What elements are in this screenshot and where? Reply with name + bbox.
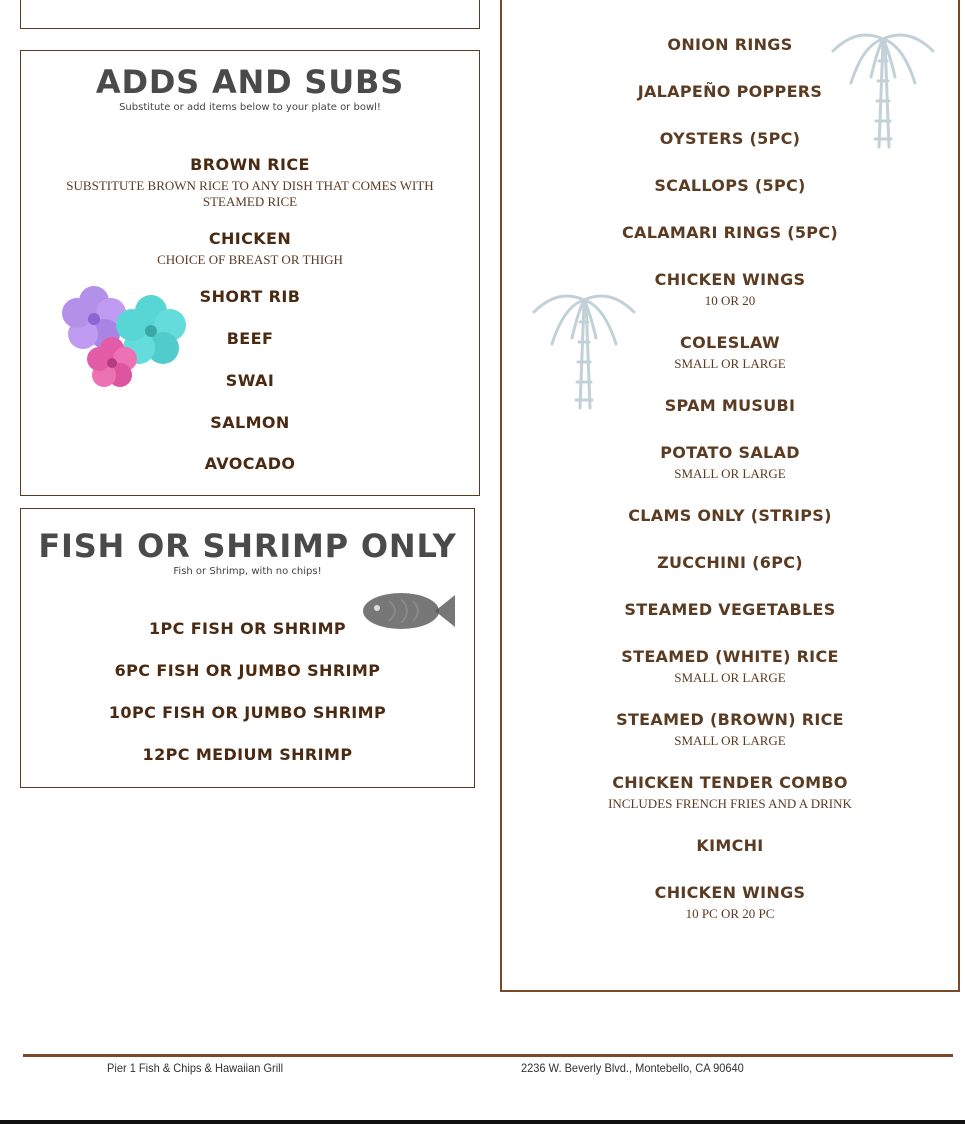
menu-item	[502, 553, 958, 572]
menu-item	[21, 229, 479, 268]
bottom-edge-bar	[0, 1120, 965, 1124]
menu-item	[502, 223, 958, 242]
menu-item	[21, 661, 474, 680]
item-name: SCALLOPS (5PC)	[654, 176, 806, 195]
menu-item	[21, 413, 479, 432]
item-name: ONION RINGS	[667, 35, 793, 54]
item-name: CHICKEN	[208, 229, 292, 248]
item-name: JALAPEÑO POPPERS	[637, 82, 823, 101]
menu-item	[502, 443, 958, 482]
menu-item	[502, 176, 958, 195]
menu-item	[502, 773, 958, 812]
adds-and-subs-section	[20, 50, 480, 496]
item-name: STEAMED VEGETABLES	[624, 600, 836, 619]
fish-shrimp-subtitle: Fish or Shrimp, with no chips!	[173, 566, 322, 577]
item-name: 6PC FISH OR JUMBO SHRIMP	[114, 661, 381, 680]
menu-item	[21, 454, 479, 473]
item-desc: INCLUDES FRENCH FRIES AND A DRINK	[608, 796, 852, 811]
menu-item	[21, 155, 479, 210]
adds-subs-subtitle: Substitute or add items below to your plate or bowl!	[119, 102, 381, 113]
item-name: KIMCHI	[696, 836, 764, 855]
item-desc: SMALL OR LARGE	[674, 466, 786, 481]
item-desc: SMALL OR LARGE	[674, 733, 786, 748]
item-desc: SMALL OR LARGE	[674, 356, 786, 371]
item-name: CLAMS ONLY (STRIPS)	[628, 506, 832, 525]
menu-item	[502, 883, 958, 922]
fish-icon	[361, 589, 457, 633]
footer-divider	[23, 1054, 953, 1057]
item-name: BROWN RICE	[190, 155, 310, 174]
item-name: COLESLAW	[680, 333, 780, 352]
item-name: SPAM MUSUBI	[664, 396, 796, 415]
item-name: CHICKEN WINGS	[654, 270, 806, 289]
hibiscus-flowers-icon	[56, 283, 186, 391]
adds-subs-title: ADDS AND SUBS	[95, 63, 405, 101]
item-name: ZUCCHINI (6PC)	[657, 553, 803, 572]
item-desc: 10 OR 20	[704, 293, 756, 308]
item-name: SALMON	[210, 413, 290, 432]
menu-item	[502, 600, 958, 619]
item-name: CHICKEN TENDER COMBO	[612, 773, 848, 792]
menu-item	[502, 710, 958, 749]
item-name: POTATO SALAD	[660, 443, 800, 462]
footer-address: 2236 W. Beverly Blvd., Montebello, CA 90640	[521, 1061, 744, 1075]
previous-section-box	[20, 0, 480, 29]
sides-section	[500, 0, 960, 992]
fish-or-shrimp-section	[20, 508, 475, 788]
menu-item	[502, 647, 958, 686]
item-name: 1PC FISH OR SHRIMP	[148, 619, 347, 638]
item-name: SWAI	[225, 371, 275, 390]
item-desc: SUBSTITUTE BROWN RICE TO ANY DISH THAT COMES WITH STEAMED RICE	[66, 178, 434, 209]
item-name: SHORT RIB	[199, 287, 301, 306]
palm-tree-icon	[827, 21, 939, 149]
item-name: AVOCADO	[204, 454, 296, 473]
item-name: STEAMED (BROWN) RICE	[616, 710, 844, 729]
item-desc: CHOICE OF BREAST OR THIGH	[157, 252, 343, 267]
menu-item	[21, 745, 474, 764]
item-name: BEEF	[226, 329, 274, 348]
item-name: STEAMED (WHITE) RICE	[621, 647, 839, 666]
item-name: 12PC MEDIUM SHRIMP	[142, 745, 353, 764]
menu-item	[502, 506, 958, 525]
item-name: CALAMARI RINGS (5PC)	[622, 223, 838, 242]
item-name: CHICKEN WINGS	[654, 883, 806, 902]
item-desc: SMALL OR LARGE	[674, 670, 786, 685]
item-name: OYSTERS (5PC)	[659, 129, 801, 148]
menu-item	[502, 836, 958, 855]
palm-tree-icon	[528, 282, 640, 410]
footer-business-name: Pier 1 Fish & Chips & Hawaiian Grill	[107, 1061, 284, 1075]
item-name: 10PC FISH OR JUMBO SHRIMP	[108, 703, 387, 722]
fish-shrimp-title: FISH OR SHRIMP ONLY	[38, 527, 457, 565]
item-desc: 10 PC OR 20 PC	[685, 906, 775, 921]
menu-item	[21, 703, 474, 722]
